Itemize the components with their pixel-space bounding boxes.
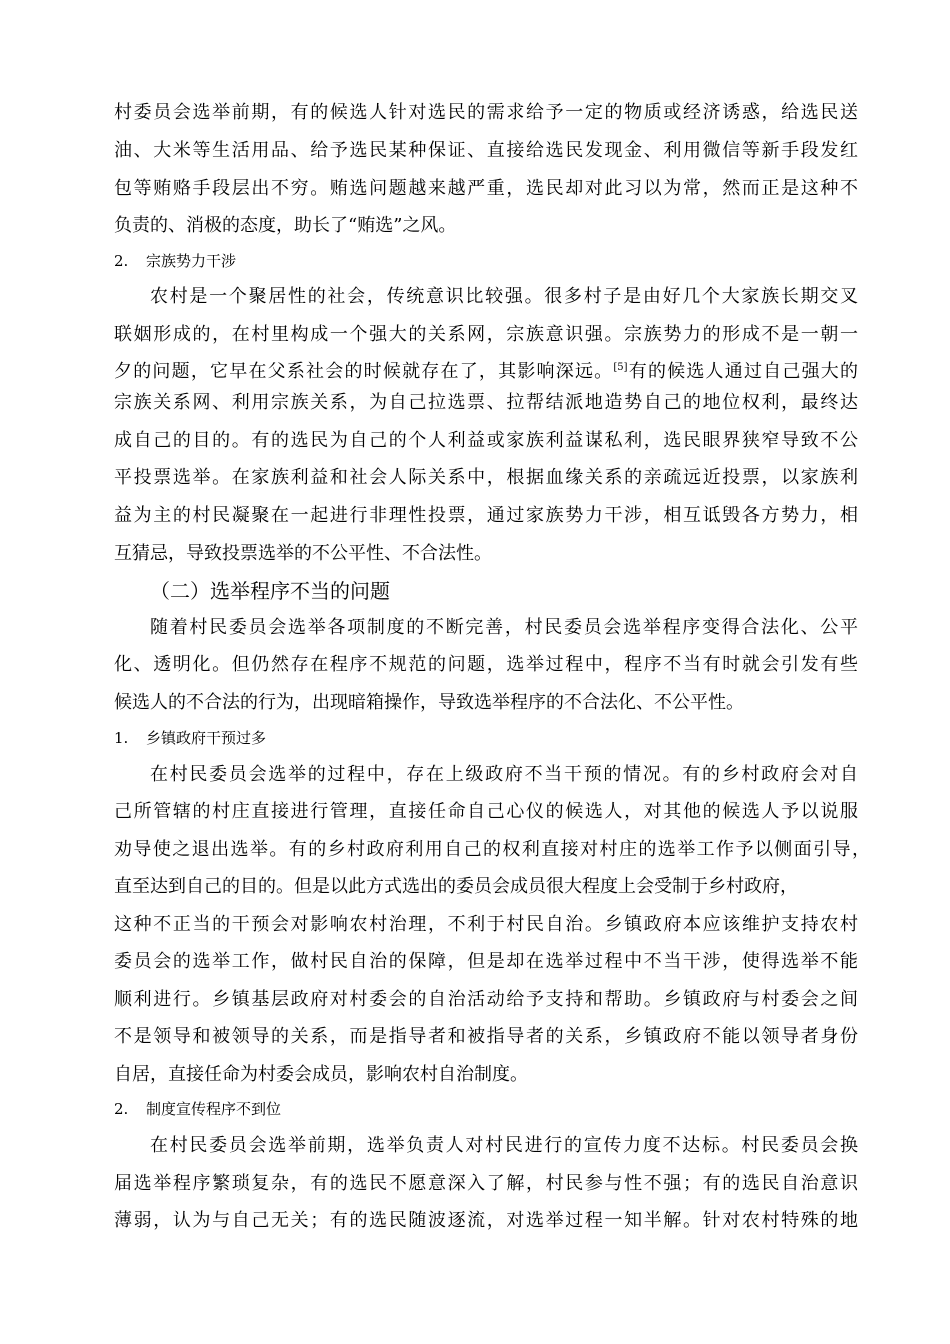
body-text-segment: 夕的问题，它早在父系社会的时候就存在了，其影响深远。 (114, 361, 614, 382)
subsection-heading (114, 728, 266, 748)
body-text-line: 直至达到自己的目的。但是以此方式选出的委员会成员很大程度上会受制于乡村政府， (114, 876, 798, 897)
body-text-line: 油、大米等生活用品、给予选民某种保证、直接给选民发现金、利用微信等新手段发红 (114, 140, 858, 161)
body-text-line: 顺利进行。乡镇基层政府对村委会的自治活动给予支持和帮助。乡镇政府与村委会之间 (114, 989, 858, 1010)
body-text-line: 化、透明化。但仍然存在程序不规范的问题，选举过程中，程序不当有时就会引发有些 (114, 654, 858, 675)
body-text-line: 薄弱，认为与自己无关；有的选民随波逐流，对选举过程一知半解。针对农村特殊的地 (114, 1210, 858, 1231)
subsection-heading (114, 1099, 281, 1119)
body-text-line: 劝导使之退出选举。有的乡村政府利用自己的权利直接对村庄的选举工作予以侧面引导， (114, 839, 870, 860)
body-text-line: 委员会的选举工作，做村民自治的保障，但是却在选举过程中不当干涉，使得选举不能 (114, 951, 858, 972)
body-text-line: 成自己的目的。有的选民为自己的个人利益或家族利益谋私利，选民眼界狭窄导致不公 (114, 430, 858, 451)
body-text-segment: 有的候选人通过自己强大的 (627, 361, 859, 382)
body-text-line: 平投票选举。在家族利益和社会人际关系中，根据血缘关系的亲疏远近投票，以家族利 (114, 467, 858, 488)
subsection-number: 2. (114, 1100, 129, 1118)
body-text-line: 候选人的不合法的行为，出现暗箱操作，导致选举程序的不合法化、不公平性。 (114, 692, 744, 713)
body-text-line: 益为主的村民凝聚在一起进行非理性投票，通过家族势力干涉，相互诋毁各方势力，相 (114, 505, 858, 526)
body-text-line: 联姻形成的，在村里构成一个强大的关系网，宗族意识强。宗族势力的形成不是一朝一 (114, 324, 858, 345)
body-text-line: 届选举程序繁琐复杂，有的选民不愿意深入了解，村民参与性不强；有的选民自治意识 (114, 1173, 858, 1194)
body-text-line: 宗族关系网、利用宗族关系，为自己拉选票、拉帮结派地造势自己的地位权利，最终达 (114, 392, 858, 413)
body-text-line: 包等贿赂手段层出不穷。贿选问题越来越严重，选民却对此习以为常，然而正是这种不 (114, 178, 858, 199)
body-text-line: 在村民委员会选举的过程中，存在上级政府不当干预的情况。有的乡村政府会对自 (150, 764, 858, 785)
body-text-line-with-citation (114, 356, 858, 384)
subsection-title: 制度宣传程序不到位 (146, 1100, 282, 1118)
subsection-number: 1. (114, 729, 129, 747)
subsection-title: 乡镇政府干预过多 (146, 729, 267, 747)
body-text-line: 不是领导和被领导的关系，而是指导者和被指导者的关系，乡镇政府不能以领导者身份 (114, 1026, 858, 1047)
body-text-line: 己所管辖的村庄直接进行管理，直接任命自己心仪的候选人，对其他的候选人予以说服 (114, 801, 858, 822)
body-text-line: 这种不正当的干预会对影响农村治理，不利于村民自治。乡镇政府本应该维护支持农村 (114, 914, 858, 935)
subsection-number: 2. (114, 252, 129, 270)
body-text-line: 在村民委员会选举前期，选举负责人对村民进行的宣传力度不达标。村民委员会换 (150, 1135, 858, 1156)
body-text-line: 随着村民委员会选举各项制度的不断完善，村民委员会选举程序变得合法化、公平 (150, 617, 858, 638)
body-text-line: 农村是一个聚居性的社会，传统意识比较强。很多村子是由好几个大家族长期交叉 (150, 286, 858, 307)
body-text-line: 自居，直接任命为村委会成员，影响农村自治制度。 (114, 1064, 528, 1085)
body-text-line: 互猜忌，导致投票选举的不公平性、不合法性。 (114, 543, 492, 564)
citation-superscript: [5] (613, 362, 628, 373)
subsection-title: 宗族势力干涉 (146, 252, 237, 270)
body-text-line: 村委员会选举前期，有的候选人针对选民的需求给予一定的物质或经济诱惑，给选民送 (114, 102, 858, 123)
body-text-line: 负责的、消极的态度，助长了“贿选”之风。 (114, 215, 457, 236)
section-heading: （二）选举程序不当的问题 (150, 579, 390, 603)
subsection-heading (114, 251, 236, 271)
